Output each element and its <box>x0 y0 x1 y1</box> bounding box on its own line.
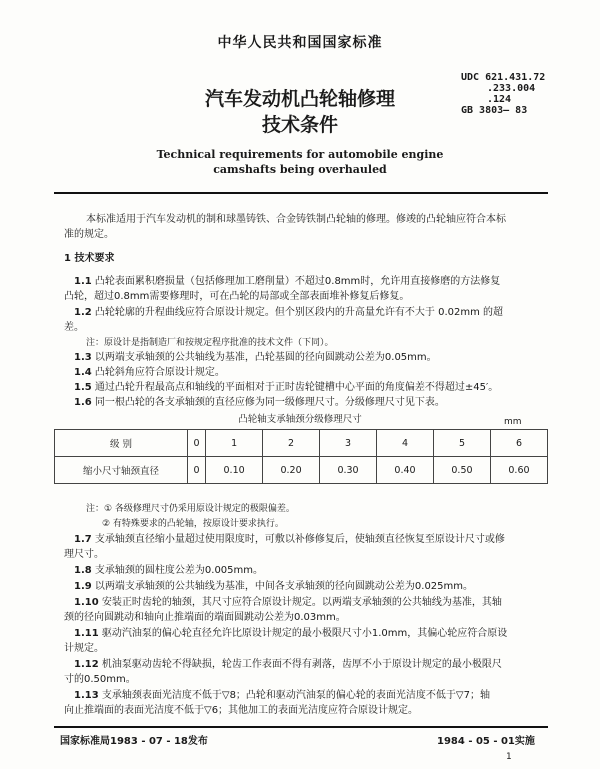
clause-1-10-cont: 颈的径向圆跳动和轴向止推端面的端面圆跳动公差为0.03mm。 <box>64 612 346 623</box>
clause-1-4 <box>74 366 225 380</box>
table-row-values <box>55 457 548 484</box>
clause-1-12-cont: 寸的0.50mm。 <box>64 674 136 685</box>
clause-number: 1.8 <box>74 565 92 576</box>
grade-cell: 3 <box>320 430 377 457</box>
clause-number: 1.3 <box>74 352 92 363</box>
row-label-grade: 级 别 <box>55 430 188 457</box>
udc-line-3: .124 <box>487 94 512 105</box>
clause-1-9 <box>74 580 473 594</box>
clause-text: 驱动汽油泵的偏心轮直径允许比原设计规定的最小极限尺寸小1.0mm，其偏心轮应符合原设 <box>101 628 508 639</box>
repair-size-table <box>54 429 548 484</box>
issue-date: 国家标准局1983 - 07 - 18发布 <box>60 736 208 747</box>
clause-1-2-cont: 差。 <box>64 322 84 333</box>
udc-line-2: .233.004 <box>487 83 536 94</box>
clause-1-13 <box>74 689 490 703</box>
grade-cell: 5 <box>433 430 490 457</box>
clause-text: 通过凸轮升程最高点和轴线的平面相对于正时齿轮键槽中心平面的角度偏差不得超过±45′。 <box>94 382 499 393</box>
clause-text: 以两端支承轴颈的公共轴线为基准，中间各支承轴颈的径向圆跳动公差为0.025mm。 <box>94 581 474 592</box>
clause-1-6 <box>74 396 445 410</box>
clause-number: 1.1 <box>74 276 92 287</box>
row-label-reduction: 缩小尺寸轴颈直径 <box>55 457 188 484</box>
table-caption: 凸轮轴支承轴颈分级修理尺寸 <box>238 414 362 425</box>
clause-text: 凸轮轮廓的升程曲线应符合原设计规定。但个别区段内的升高量允许有不大于 0.02mm 的超 <box>94 307 504 318</box>
title-cn-line-2: 技术条件 <box>261 114 338 136</box>
clause-number: 1.7 <box>74 534 92 545</box>
header-divider <box>54 192 548 194</box>
clause-number: 1.13 <box>74 690 99 701</box>
clause-text: 支承轴颈直径缩小量超过使用限度时，可敷以补修修复后，使轴颈直径恢复至原设计尺寸或修 <box>94 534 505 545</box>
clause-text: 机油泵驱动齿轮不得缺损，轮齿工作表面不得有剥落，齿厚不小于原设计规定的最小极限尺 <box>101 659 502 670</box>
value-cell: 0.20 <box>263 457 320 484</box>
clause-text: 支承轴颈的圆柱度公差为0.005mm。 <box>94 565 264 576</box>
clause-1-1-cont: 凸轮，超过0.8mm需要修理时，可在凸轮的局部或全部表面堆补修复后修复。 <box>64 291 410 302</box>
footer-divider <box>54 726 548 728</box>
clause-number: 1.10 <box>74 597 99 608</box>
clause-number: 1.9 <box>74 581 92 592</box>
udc-line-1: UDC 621.431.72 <box>461 72 546 83</box>
value-cell: 0.60 <box>490 457 547 484</box>
clause-text: 以两端支承轴颈的公共轴线为基准，凸轮基圆的径向圆跳动公差为0.05mm。 <box>94 352 437 363</box>
clause-1-12 <box>74 658 502 672</box>
title-en-line-1: Technical requirements for automobile engine <box>156 148 444 161</box>
intro-line-2: 准的规定。 <box>64 229 114 240</box>
gb-code: GB 3803— 83 <box>461 105 528 116</box>
clause-1-11-cont: 计规定。 <box>64 643 104 654</box>
grade-cell: 6 <box>490 430 547 457</box>
clause-1-1 <box>74 275 500 289</box>
clause-1-8 <box>74 564 263 578</box>
intro-line-1: 本标准适用于汽车发动机的制和球墨铸铁、合金铸铁制凸轮轴的修理。修竣的凸轮轴应符合本标 <box>86 214 506 225</box>
value-cell: 0.40 <box>377 457 434 484</box>
clause-1-3 <box>74 351 437 365</box>
clause-number: 1.5 <box>74 382 92 393</box>
table-note-1: 注：① 各级修理尺寸仍采用原设计规定的极限偏差。 <box>86 504 295 514</box>
value-cell: 0.50 <box>433 457 490 484</box>
value-cell: 0 <box>188 457 206 484</box>
clause-1-7 <box>74 533 505 547</box>
grade-cell: 2 <box>263 430 320 457</box>
title-cn-line-1: 汽车发动机凸轮轴修理 <box>204 88 395 110</box>
clause-text: 支承轴颈表面光洁度不低于▽8；凸轮和驱动汽油泵的偏心轮的表面光洁度不低于▽7；轴 <box>101 690 490 701</box>
effective-date: 1984 - 05 - 01实施 <box>437 736 535 747</box>
clause-1-5 <box>74 381 498 395</box>
note-design-docs: 注：原设计是指制造厂和按规定程序批准的技术文件（下同）。 <box>86 338 334 348</box>
clause-text: 凸轮表面累积磨损量（包括修理加工磨削量）不超过0.8mm时，允许用直接修磨的方法修复 <box>94 276 501 287</box>
clause-number: 1.11 <box>74 628 99 639</box>
table-unit: mm <box>504 417 522 427</box>
clause-text: 同一根凸轮的各支承轴颈的直径应修为同一级修理尺寸。分级修理尺寸见下表。 <box>94 397 445 408</box>
value-cell: 0.30 <box>320 457 377 484</box>
clause-1-7-cont: 理尺寸。 <box>64 549 104 560</box>
clause-number: 1.4 <box>74 367 92 378</box>
clause-text: 安装正时齿轮的轴颈，其尺寸应符合原设计规定。以两端支承轴颈的公共轴线为基准，其轴 <box>101 597 502 608</box>
grade-cell: 0 <box>188 430 206 457</box>
clause-1-10 <box>74 596 502 610</box>
clause-text: 凸轮斜角应符合原设计规定。 <box>94 367 225 378</box>
clause-number: 1.6 <box>74 397 92 408</box>
table-note-2: ② 有特殊要求的凸轮轴，按原设计要求执行。 <box>102 519 284 529</box>
clause-number: 1.12 <box>74 659 99 670</box>
value-cell: 0.10 <box>206 457 263 484</box>
grade-cell: 1 <box>206 430 263 457</box>
clause-1-2 <box>74 306 503 320</box>
title-en-line-2: camshafts being overhauled <box>213 163 387 176</box>
section-1-heading: 1 技术要求 <box>64 253 115 264</box>
clause-1-11 <box>74 627 507 641</box>
clause-number: 1.2 <box>74 307 92 318</box>
grade-cell: 4 <box>377 430 434 457</box>
standard-name: 中华人民共和国国家标准 <box>217 35 383 51</box>
clause-1-13-cont: 向止推端面的表面光洁度不低于▽6；其他加工的表面光洁度应符合原设计规定。 <box>64 705 419 716</box>
page-number: 1 <box>506 752 512 762</box>
table-row-grade <box>55 430 548 457</box>
